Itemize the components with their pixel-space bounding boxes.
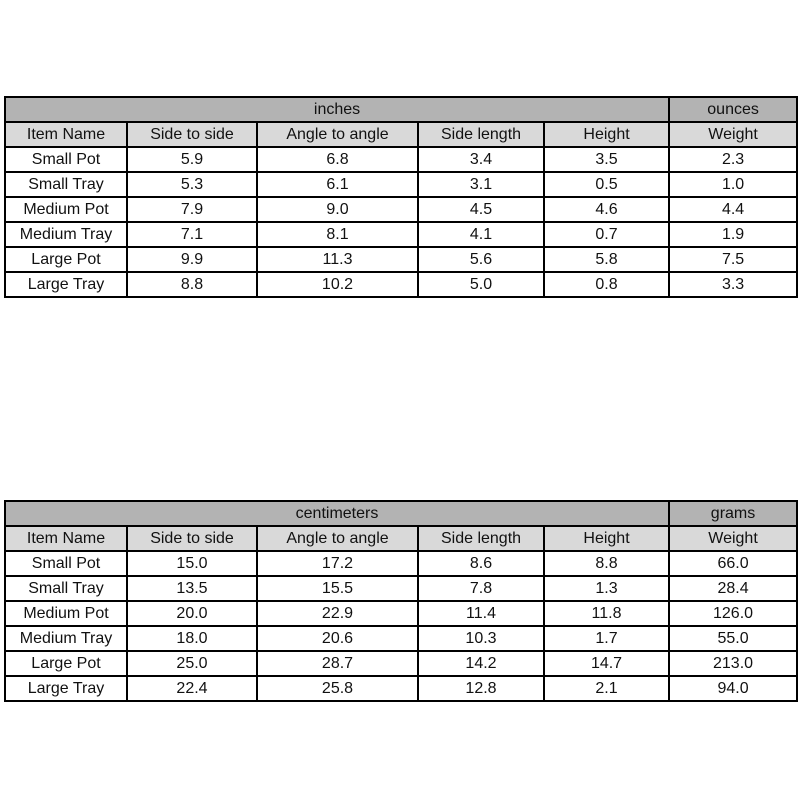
- column-header-height: Height: [544, 526, 669, 551]
- value-cell: 15.5: [257, 576, 418, 601]
- table-row: [5, 601, 797, 626]
- value-cell: 28.4: [669, 576, 797, 601]
- value-cell: 11.4: [418, 601, 544, 626]
- table-body-inches: [5, 147, 797, 297]
- table-row: [5, 551, 797, 576]
- table-row: [5, 147, 797, 172]
- value-cell: 22.4: [127, 676, 257, 701]
- value-cell: 14.7: [544, 651, 669, 676]
- measure-unit-header: inches: [5, 97, 669, 122]
- item-name-cell: Large Pot: [5, 651, 127, 676]
- value-cell: 8.1: [257, 222, 418, 247]
- value-cell: 15.0: [127, 551, 257, 576]
- value-cell: 4.6: [544, 197, 669, 222]
- value-cell: 2.3: [669, 147, 797, 172]
- value-cell: 25.8: [257, 676, 418, 701]
- table-row: [5, 576, 797, 601]
- value-cell: 10.3: [418, 626, 544, 651]
- size-table-centimeters: [4, 500, 798, 702]
- item-name-cell: Large Tray: [5, 676, 127, 701]
- value-cell: 4.4: [669, 197, 797, 222]
- column-header-row: [5, 526, 797, 551]
- value-cell: 20.6: [257, 626, 418, 651]
- value-cell: 6.1: [257, 172, 418, 197]
- item-name-cell: Medium Tray: [5, 626, 127, 651]
- column-header-side-to-side: Side to side: [127, 122, 257, 147]
- value-cell: 213.0: [669, 651, 797, 676]
- value-cell: 10.2: [257, 272, 418, 297]
- value-cell: 8.6: [418, 551, 544, 576]
- column-header-item-name: Item Name: [5, 122, 127, 147]
- value-cell: 5.9: [127, 147, 257, 172]
- item-name-cell: Large Tray: [5, 272, 127, 297]
- value-cell: 5.8: [544, 247, 669, 272]
- value-cell: 7.8: [418, 576, 544, 601]
- column-header-row: [5, 122, 797, 147]
- value-cell: 18.0: [127, 626, 257, 651]
- table-body-centimeters: [5, 551, 797, 701]
- value-cell: 126.0: [669, 601, 797, 626]
- table-row: [5, 247, 797, 272]
- value-cell: 2.1: [544, 676, 669, 701]
- value-cell: 9.0: [257, 197, 418, 222]
- column-header-side-length: Side length: [418, 122, 544, 147]
- item-name-cell: Small Pot: [5, 147, 127, 172]
- column-header-side-to-side: Side to side: [127, 526, 257, 551]
- value-cell: 55.0: [669, 626, 797, 651]
- value-cell: 0.8: [544, 272, 669, 297]
- column-header-angle-to-angle: Angle to angle: [257, 122, 418, 147]
- item-name-cell: Medium Tray: [5, 222, 127, 247]
- value-cell: 5.3: [127, 172, 257, 197]
- value-cell: 22.9: [257, 601, 418, 626]
- value-cell: 4.5: [418, 197, 544, 222]
- value-cell: 7.9: [127, 197, 257, 222]
- value-cell: 94.0: [669, 676, 797, 701]
- table-row: [5, 626, 797, 651]
- item-name-cell: Small Pot: [5, 551, 127, 576]
- column-header-height: Height: [544, 122, 669, 147]
- value-cell: 3.1: [418, 172, 544, 197]
- unit-header-row: [5, 97, 797, 122]
- table-row: [5, 222, 797, 247]
- value-cell: 1.9: [669, 222, 797, 247]
- table-row: [5, 197, 797, 222]
- measure-unit-header: centimeters: [5, 501, 669, 526]
- value-cell: 5.0: [418, 272, 544, 297]
- item-name-cell: Small Tray: [5, 576, 127, 601]
- item-name-cell: Medium Pot: [5, 601, 127, 626]
- value-cell: 25.0: [127, 651, 257, 676]
- size-table-inches: [4, 96, 798, 298]
- value-cell: 1.0: [669, 172, 797, 197]
- table-row: [5, 676, 797, 701]
- value-cell: 0.5: [544, 172, 669, 197]
- column-header-angle-to-angle: Angle to angle: [257, 526, 418, 551]
- value-cell: 3.5: [544, 147, 669, 172]
- value-cell: 3.3: [669, 272, 797, 297]
- column-header-weight: Weight: [669, 122, 797, 147]
- value-cell: 28.7: [257, 651, 418, 676]
- value-cell: 20.0: [127, 601, 257, 626]
- value-cell: 6.8: [257, 147, 418, 172]
- table-row: [5, 172, 797, 197]
- value-cell: 8.8: [127, 272, 257, 297]
- column-header-side-length: Side length: [418, 526, 544, 551]
- value-cell: 11.3: [257, 247, 418, 272]
- table-row: [5, 272, 797, 297]
- value-cell: 17.2: [257, 551, 418, 576]
- item-name-cell: Medium Pot: [5, 197, 127, 222]
- value-cell: 8.8: [544, 551, 669, 576]
- column-header-item-name: Item Name: [5, 526, 127, 551]
- value-cell: 13.5: [127, 576, 257, 601]
- value-cell: 5.6: [418, 247, 544, 272]
- table-row: [5, 651, 797, 676]
- value-cell: 3.4: [418, 147, 544, 172]
- value-cell: 1.7: [544, 626, 669, 651]
- column-header-weight: Weight: [669, 526, 797, 551]
- value-cell: 9.9: [127, 247, 257, 272]
- value-cell: 12.8: [418, 676, 544, 701]
- value-cell: 1.3: [544, 576, 669, 601]
- value-cell: 7.5: [669, 247, 797, 272]
- item-name-cell: Large Pot: [5, 247, 127, 272]
- value-cell: 11.8: [544, 601, 669, 626]
- value-cell: 7.1: [127, 222, 257, 247]
- value-cell: 14.2: [418, 651, 544, 676]
- value-cell: 0.7: [544, 222, 669, 247]
- item-name-cell: Small Tray: [5, 172, 127, 197]
- value-cell: 4.1: [418, 222, 544, 247]
- value-cell: 66.0: [669, 551, 797, 576]
- weight-unit-header: grams: [669, 501, 797, 526]
- weight-unit-header: ounces: [669, 97, 797, 122]
- unit-header-row: [5, 501, 797, 526]
